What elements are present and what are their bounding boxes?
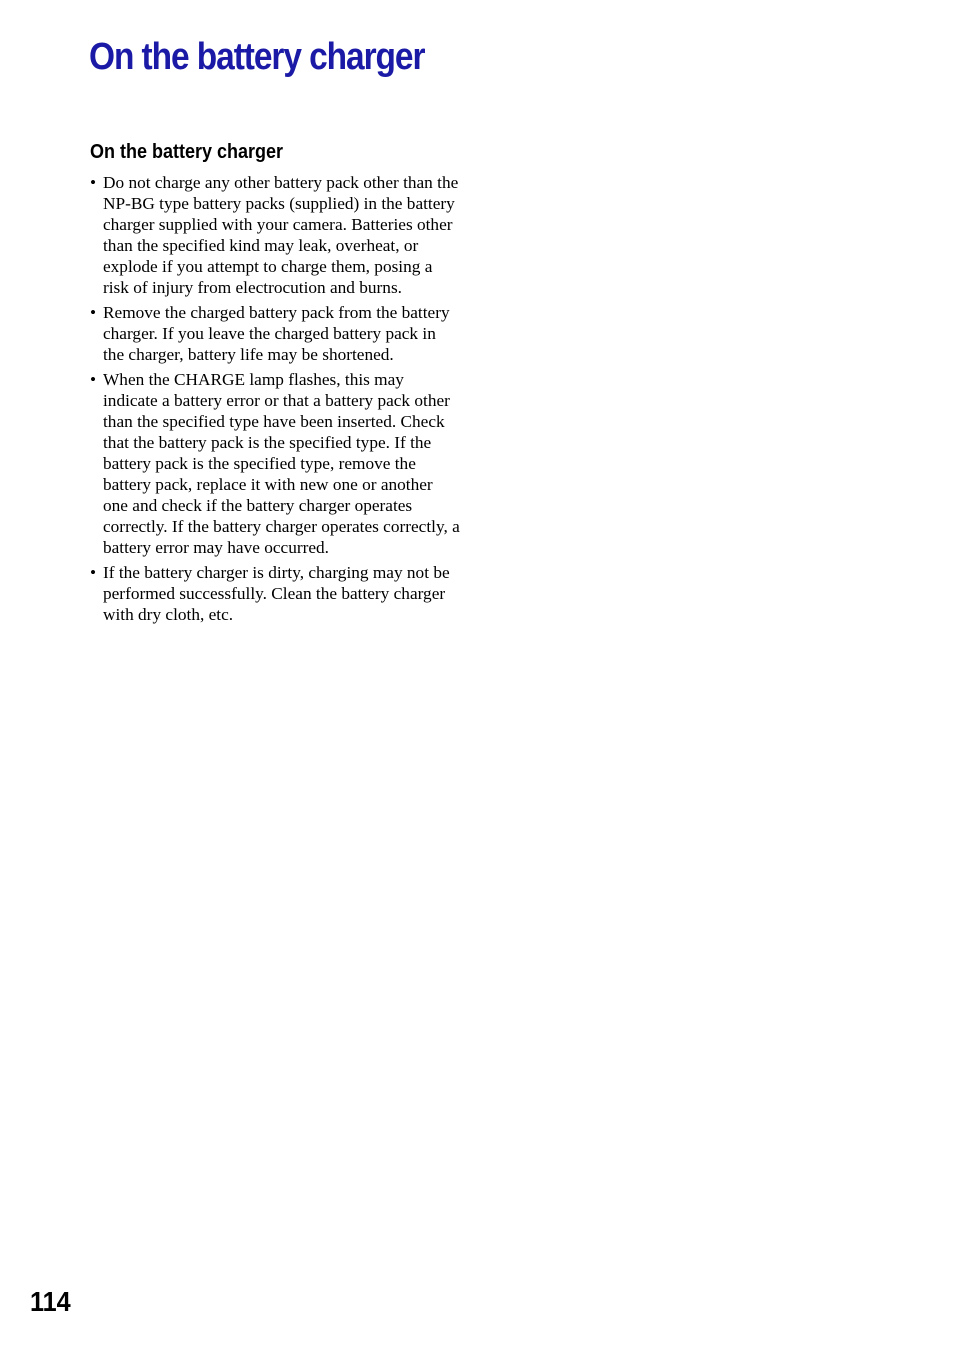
- bullet-list: [90, 172, 460, 629]
- list-item: • If the battery charger is dirty, charging may not be performed successfully. Clean the battery charger with dry cloth, etc.: [90, 562, 460, 625]
- list-item: • Remove the charged battery pack from the battery charger. If you leave the charged battery pack in the charger, battery life may be shortened.: [90, 302, 460, 365]
- page-title: On the battery charger: [89, 36, 425, 78]
- list-item: • When the CHARGE lamp flashes, this may indicate a battery error or that a battery pack other than the specified type have been inserted. Check that the battery pack is the specified type. If the battery pack is the specified type, remove the battery pack, replace it with new one or another one and check if the battery charger operates correctly. If the battery charger operates correctly, a battery error may have occurred.: [90, 369, 460, 558]
- section-heading: On the battery charger: [90, 141, 284, 163]
- list-item: • Do not charge any other battery pack other than the NP-BG type battery packs (supplied) in the battery charger supplied with your camera. Batteries other than the specified kind may leak, overheat, or explode if you attempt to charge them, posing a risk of injury from electrocution and burns.: [90, 172, 460, 298]
- page-number: 114: [30, 1286, 71, 1317]
